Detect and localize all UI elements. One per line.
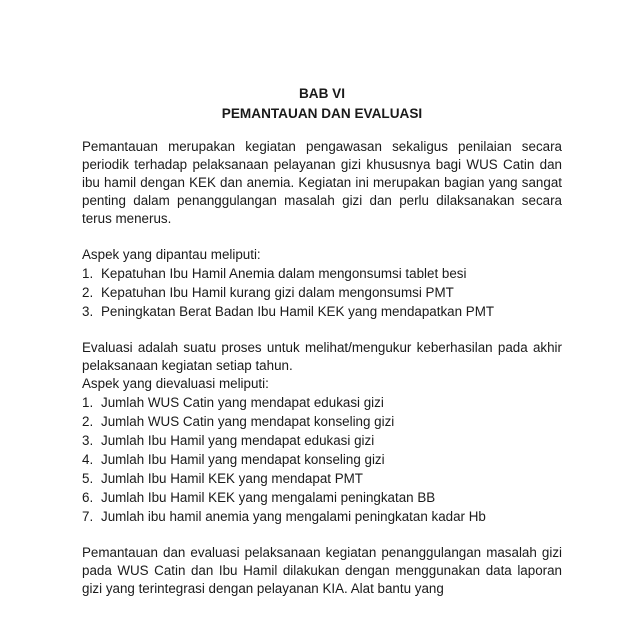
list-text: Jumlah WUS Catin yang mendapat konseling gizi [101, 414, 395, 429]
evaluated-heading: Aspek yang dievaluasi meliputi: [82, 376, 269, 391]
list-text: Jumlah Ibu Hamil yang mendapat konseling gizi [101, 452, 385, 467]
list-item [82, 469, 562, 488]
closing-paragraph: Pemantauan dan evaluasi pelaksanaan kegiatan penanggulangan masalah gizi pada WUS Catin dan Ibu Hamil dilakukan dengan menggunakan data laporan gizi yang terintegrasi dengan pelayanan KIA. Alat bantu yang [82, 545, 562, 596]
list-item [82, 264, 562, 283]
list-number: 6. [82, 490, 94, 505]
evaluation-paragraph: Evaluasi adalah suatu proses untuk melihat/mengukur keberhasilan pada akhir pelaksanaan kegiatan setiap tahun. [82, 340, 562, 373]
list-number: 2. [82, 414, 94, 429]
list-item [82, 507, 562, 526]
list-item [82, 393, 562, 412]
list-number: 3. [82, 433, 94, 448]
list-item [82, 283, 562, 302]
spacer [82, 526, 562, 544]
chapter-number: BAB VI [298, 86, 346, 101]
list-number: 1. [82, 266, 94, 281]
list-item [82, 302, 562, 321]
monitored-list [82, 264, 562, 321]
list-number: 3. [82, 304, 94, 319]
list-text: Kepatuhan Ibu Hamil Anemia dalam mengonsumsi tablet besi [101, 266, 467, 281]
intro-paragraph: Pemantauan merupakan kegiatan pengawasan sekaligus penilaian secara periodik terhadap pelaksanaan pelayanan gizi khususnya bagi WUS Catin dan ibu hamil dengan KEK dan anemia. Kegiatan ini merupakan bagian yang sangat penting dalam penanggulangan masalah gizi dan perlu dilaksanakan secara terus menerus. [82, 139, 562, 226]
list-text: Jumlah WUS Catin yang mendapat edukasi gizi [101, 395, 384, 410]
document-page [82, 84, 562, 598]
chapter-title: PEMANTAUAN DAN EVALUASI [221, 106, 423, 121]
list-number: 7. [82, 509, 94, 524]
monitored-heading: Aspek yang dipantau meliputi: [82, 247, 261, 262]
list-text: Jumlah Ibu Hamil KEK yang mengalami peningkatan BB [101, 490, 436, 505]
list-item [82, 431, 562, 450]
list-number: 1. [82, 395, 94, 410]
list-number: 5. [82, 471, 94, 486]
list-text: Jumlah ibu hamil anemia yang mengalami peningkatan kadar Hb [101, 509, 486, 524]
list-number: 4. [82, 452, 94, 467]
spacer [82, 321, 562, 339]
list-text: Peningkatan Berat Badan Ibu Hamil KEK yang mendapatkan PMT [101, 304, 495, 319]
spacer [82, 228, 562, 246]
list-text: Jumlah Ibu Hamil yang mendapat edukasi gizi [101, 433, 375, 448]
list-text: Jumlah Ibu Hamil KEK yang mendapat PMT [101, 471, 363, 486]
evaluated-list [82, 393, 562, 526]
list-item [82, 488, 562, 507]
list-item [82, 412, 562, 431]
list-number: 2. [82, 285, 94, 300]
chapter-heading [82, 84, 562, 124]
list-text: Kepatuhan Ibu Hamil kurang gizi dalam mengonsumsi PMT [101, 285, 454, 300]
list-item [82, 450, 562, 469]
